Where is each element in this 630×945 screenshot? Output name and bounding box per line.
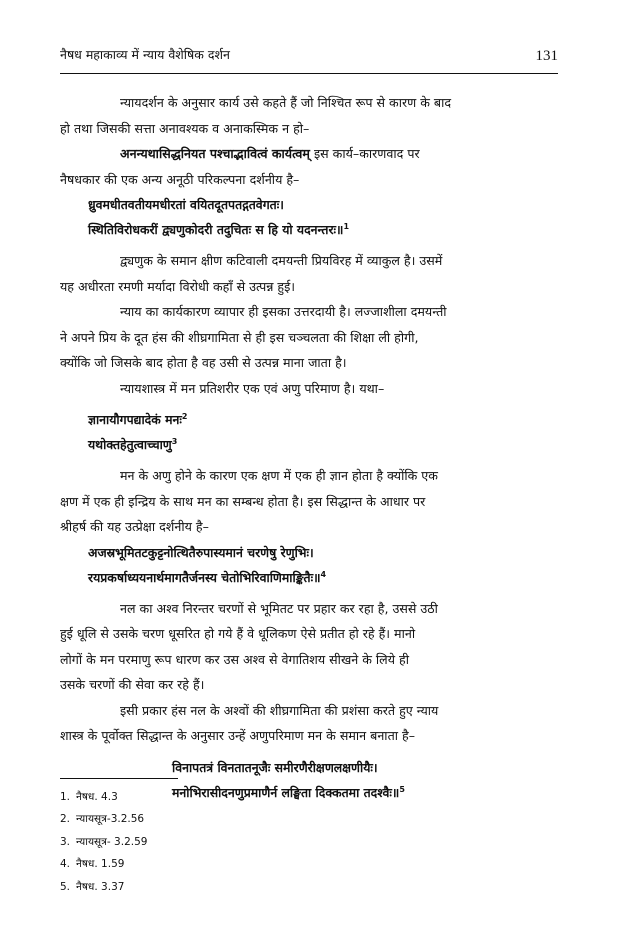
footnote-number: 2. [60, 813, 71, 826]
running-head: नैषध महाकाव्य में न्याय वैशेषिक दर्शन [60, 47, 230, 62]
sutra-text: यथोक्तहेतुत्वाच्चाणु [88, 437, 172, 452]
footnote-number: 4. [60, 858, 71, 871]
paragraph-line: द्व्यणुक के समान क्षीण कटिवाली दमयन्ती प्रियविरह में व्याकुल है। उसमें [120, 253, 443, 268]
footnote-text: न्यायसूत्र-3.2.56 [76, 813, 145, 826]
footnote [60, 876, 147, 898]
verse-text: रयप्रकर्षाध्ययनार्थमागतैर्जनस्य चेतोभिरिवाणिमाङ्कितैः॥ [88, 569, 321, 585]
paragraph-line: न्याय का कार्यकारण व्यापार ही इसका उत्तरदायी है। लज्जाशीला दमयन्ती [120, 304, 447, 319]
paragraph-line: न्यायशास्त्र में मन प्रतिशरीर एक एवं अणु परिमाण है। यथा– [120, 380, 385, 396]
paragraph-line: ने अपने प्रिय के दूत हंस की शीघ्रगामिता से ही इस चञ्चलता की शिक्षा ली होगी, [60, 329, 419, 345]
paragraph-text: इस कार्य–कारणवाद पर [309, 146, 420, 161]
verse-text: मनोभिरासीदनणुप्रमाणैर्न लङ्घिता दिक्कतमा तदश्वैः॥ [172, 784, 400, 800]
footnote-ref: 3 [171, 436, 178, 446]
footnote [60, 808, 147, 830]
verse-text: स्थितिविरोधकरीं द्व्यणुकोदरी तदुचितः स हि यो यदनन्तरः॥ [88, 222, 344, 237]
verse-line: विनापतत्रं विनतातनूजैः समीरणैरीक्षणलक्षणीयैः। [172, 759, 378, 775]
page-number: 131 [535, 48, 558, 64]
page-body [60, 90, 558, 805]
sutra-line [60, 407, 558, 432]
footnote-number: 1. [60, 791, 71, 803]
paragraph-line: नैषधकार की एक अन्य अनूठी परिकल्पना दर्शनीय है– [60, 171, 300, 187]
definition-text: अनन्यथासिद्धनियत पश्चाद्भावित्वं कार्यत्वम् [120, 146, 310, 161]
footnote-ref: 2 [181, 411, 188, 421]
sutra-line [60, 432, 558, 457]
verse-line: अजस्रभूमितटकुट्टनोत्थितैरुपास्यमानं चरणेषु रेणुभिः। [88, 544, 314, 560]
footnote-text: नैषध. 3.37 [76, 880, 125, 893]
paragraph-line: श्रीहर्ष की यह उत्प्रेक्षा दर्शनीय है– [60, 519, 209, 534]
footnote [60, 831, 147, 853]
footnote-rule [60, 778, 178, 779]
footnotes [60, 786, 147, 898]
paragraph-line: शास्त्र के पूर्वोक्त सिद्धान्त के अनुसार उन्हें अणुपरिमाण मन के समान बनाता है– [60, 728, 415, 743]
paragraph-line: क्योंकि जो जिसके बाद होता है वह उसी से उत्पन्न माना जाता है। [60, 355, 347, 370]
paragraph-line: लोगों के मन परमाणु रूप धारण कर उस अश्व से वेगातिशय सीखने के लिये ही [60, 651, 409, 667]
footnote [60, 786, 147, 808]
paragraph-line: नल का अश्व निरन्तर चरणों से भूमितट पर प्रहार कर रहा है, उससे उठी [120, 600, 438, 616]
footnote-text: न्यायसूत्र- 3.2.59 [76, 835, 148, 848]
paragraph-line: इसी प्रकार हंस नल के अश्वों की शीघ्रगामिता की प्रशंसा करते हुए न्याय [120, 702, 439, 718]
footnote-number: 5. [60, 880, 71, 893]
verse-line [60, 217, 558, 242]
paragraph-line: उसके चरणों की सेवा कर रहे हैं। [60, 677, 205, 692]
paragraph-line [60, 141, 558, 167]
sutra-text: ज्ञानायौगपद्यादेकं मनः [88, 412, 182, 427]
footnote-text: नैषध. 1.59 [76, 858, 125, 871]
footnote-ref: 4 [320, 569, 327, 579]
footnote-ref: 1 [343, 221, 350, 231]
paragraph-line: हुई धूलि से उसके चरण धूसरित हो गये हैं वे धूलिकण ऐसे प्रतीत हो रहे हैं। मानो [60, 626, 416, 641]
footnote-ref: 5 [399, 784, 405, 794]
paragraph-line: यह अधीरता रमणी मर्यादा विरोधी कहाँ से उत्पन्न हुई। [60, 278, 296, 294]
paragraph-line: मन के अणु होने के कारण एक क्षण में एक ही ज्ञान होता है क्योंकि एक [120, 468, 438, 483]
verse-line [60, 565, 558, 590]
paragraph-line: क्षण में एक ही इन्द्रिय के साथ मन का सम्बन्ध होता है। इस सिद्धान्त के आधार पर [60, 493, 426, 509]
header-rule [60, 73, 558, 74]
paragraph-line: हो तथा जिसकी सत्ता अनावश्यक व अनाकस्मिक न हो– [60, 120, 310, 136]
paragraph-line: न्यायदर्शन के अनुसार कार्य उसे कहते हैं जो निश्चित रूप से कारण के बाद [120, 95, 452, 110]
footnote [60, 853, 147, 875]
footnote-text: नैषध. 4.3 [76, 791, 118, 803]
footnote-number: 3. [60, 835, 71, 848]
verse-line: ध्रुवमधीतवतीयमधीरतां वयितदूतपतद्गतवेगतः। [88, 197, 284, 212]
